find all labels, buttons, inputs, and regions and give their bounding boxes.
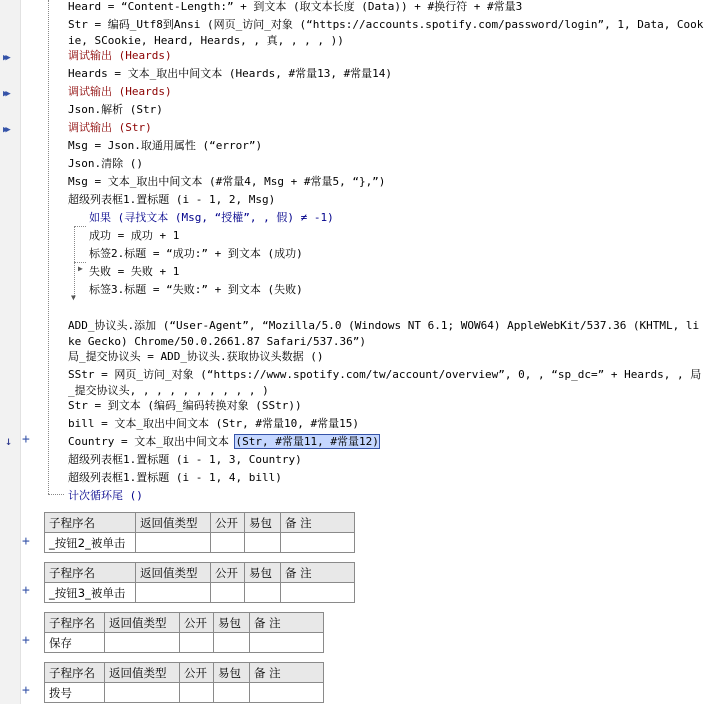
- code-line[interactable]: 标签2.标题 = “成功:” + 到文本 (成功): [89, 247, 303, 260]
- code-line[interactable]: 标签3.标题 = “失败:” + 到文本 (失败): [89, 283, 303, 296]
- expand-plus-icon[interactable]: +: [22, 633, 30, 648]
- code-line[interactable]: 计次循环尾 (): [68, 489, 143, 502]
- col-header: 子程序名: [45, 513, 136, 533]
- col-header: 备 注: [281, 563, 355, 583]
- code-line[interactable]: 调试输出 (Heards): [68, 49, 172, 62]
- col-header: 返回值类型: [105, 613, 180, 633]
- code-line[interactable]: 超级列表框1.置标题 (i - 1, 2, Msg): [68, 193, 276, 206]
- code-line[interactable]: bill = 文本_取出中间文本 (Str, #常量10, #常量15): [68, 417, 359, 430]
- subroutine-name[interactable]: 保存: [45, 633, 105, 653]
- code-line[interactable]: 成功 = 成功 + 1: [89, 229, 180, 242]
- loop-bracket-end: [48, 494, 64, 495]
- col-header: 公开: [211, 563, 245, 583]
- subroutine-table[interactable]: [44, 512, 355, 553]
- code-line[interactable]: 超级列表框1.置标题 (i - 1, 3, Country): [68, 453, 302, 466]
- subroutine-table[interactable]: [44, 612, 324, 653]
- breakpoint-arrow-icon[interactable]: ▶▶: [3, 89, 8, 99]
- subroutine-table[interactable]: [44, 662, 324, 703]
- if-bracket-top: [74, 226, 86, 227]
- code-line[interactable]: SStr = 网页_访问_对象 (“https://www.spotify.com/tw/account/overview”, 0, , “sp_dc=” + Heards, , 局_提交协议头, , , , , , , , , , ): [68, 368, 702, 397]
- col-header: 易包: [214, 663, 250, 683]
- loop-bracket: [48, 0, 49, 494]
- col-header: 返回值类型: [136, 563, 211, 583]
- code-line[interactable]: 如果 (寻找文本 (Msg, “授權”, , 假) ≠ -1): [89, 211, 334, 224]
- breakpoint-arrow-icon[interactable]: ▶▶: [3, 125, 8, 135]
- col-header: 易包: [214, 613, 250, 633]
- col-header: 易包: [245, 513, 281, 533]
- code-line[interactable]: ADD_协议头.添加 (“User-Agent”, “Mozilla/5.0 (Windows NT 6.1; WOW64) AppleWebKit/537.36 (KHTML, like Gecko) Chrome/50.0.2661.87 Safari/537.36”): [68, 319, 700, 348]
- col-header: 子程序名: [45, 663, 105, 683]
- subroutine-name[interactable]: _按钮2_被单击: [45, 533, 136, 553]
- expand-plus-icon[interactable]: +: [22, 432, 30, 447]
- subroutine-name[interactable]: _按钮3_被单击: [45, 583, 136, 603]
- col-header: 返回值类型: [136, 513, 211, 533]
- branch-arrow-icon: ▶: [78, 264, 83, 273]
- editor-gutter: [0, 0, 21, 704]
- code-line[interactable]: Str = 编码_Utf8到Ansi (网页_访问_对象 (“https://accounts.spotify.com/password/login”, 1, Data, Cookie, SCookie, Heard, Heards, , 真, , , , )): [68, 18, 704, 47]
- code-line[interactable]: Json.清除 (): [68, 157, 143, 170]
- text-selection[interactable]: (Str, #常量11, #常量12): [235, 435, 379, 448]
- col-header: 返回值类型: [105, 663, 180, 683]
- col-header: 子程序名: [45, 563, 136, 583]
- code-line[interactable]: Json.解析 (Str): [68, 103, 163, 116]
- expand-plus-icon[interactable]: +: [22, 534, 30, 549]
- code-line[interactable]: 失败 = 失败 + 1: [89, 265, 180, 278]
- code-line[interactable]: 调试输出 (Str): [68, 121, 152, 134]
- code-line[interactable]: 调试输出 (Heards): [68, 85, 172, 98]
- code-line[interactable]: Str = 到文本 (编码_编码转换对象 (SStr)): [68, 399, 302, 412]
- code-line[interactable]: Heards = 文本_取出中间文本 (Heards, #常量13, #常量14): [68, 67, 393, 80]
- subroutine-name[interactable]: 拨号: [45, 683, 105, 703]
- col-header: 公开: [180, 663, 214, 683]
- code-line[interactable]: Msg = 文本_取出中间文本 (#常量4, Msg + #常量5, “},”): [68, 175, 386, 188]
- if-bracket-mid: [74, 262, 86, 263]
- col-header: 备 注: [281, 513, 355, 533]
- branch-down-arrow-icon: ▼: [71, 293, 76, 302]
- breakpoint-arrow-icon[interactable]: ▶▶: [3, 53, 8, 63]
- col-header: 易包: [245, 563, 281, 583]
- code-line[interactable]: 局_提交协议头 = ADD_协议头.获取协议头数据 (): [68, 350, 324, 363]
- col-header: 备 注: [250, 663, 324, 683]
- current-line-arrow-icon: ↓: [5, 434, 13, 448]
- col-header: 公开: [211, 513, 245, 533]
- code-line[interactable]: 超级列表框1.置标题 (i - 1, 4, bill): [68, 471, 282, 484]
- code-line-current[interactable]: Country = 文本_取出中间文本 (Str, #常量11, #常量12): [68, 435, 379, 448]
- expand-plus-icon[interactable]: +: [22, 683, 30, 698]
- col-header: 子程序名: [45, 613, 105, 633]
- col-header: 公开: [180, 613, 214, 633]
- code-line[interactable]: Msg = Json.取通用属性 (“error”): [68, 139, 263, 152]
- col-header: 备 注: [250, 613, 324, 633]
- subroutine-table[interactable]: [44, 562, 355, 603]
- expand-plus-icon[interactable]: +: [22, 583, 30, 598]
- code-line[interactable]: Heard = “Content-Length:” + 到文本 (取文本长度 (Data)) + #换行符 + #常量3: [68, 0, 523, 13]
